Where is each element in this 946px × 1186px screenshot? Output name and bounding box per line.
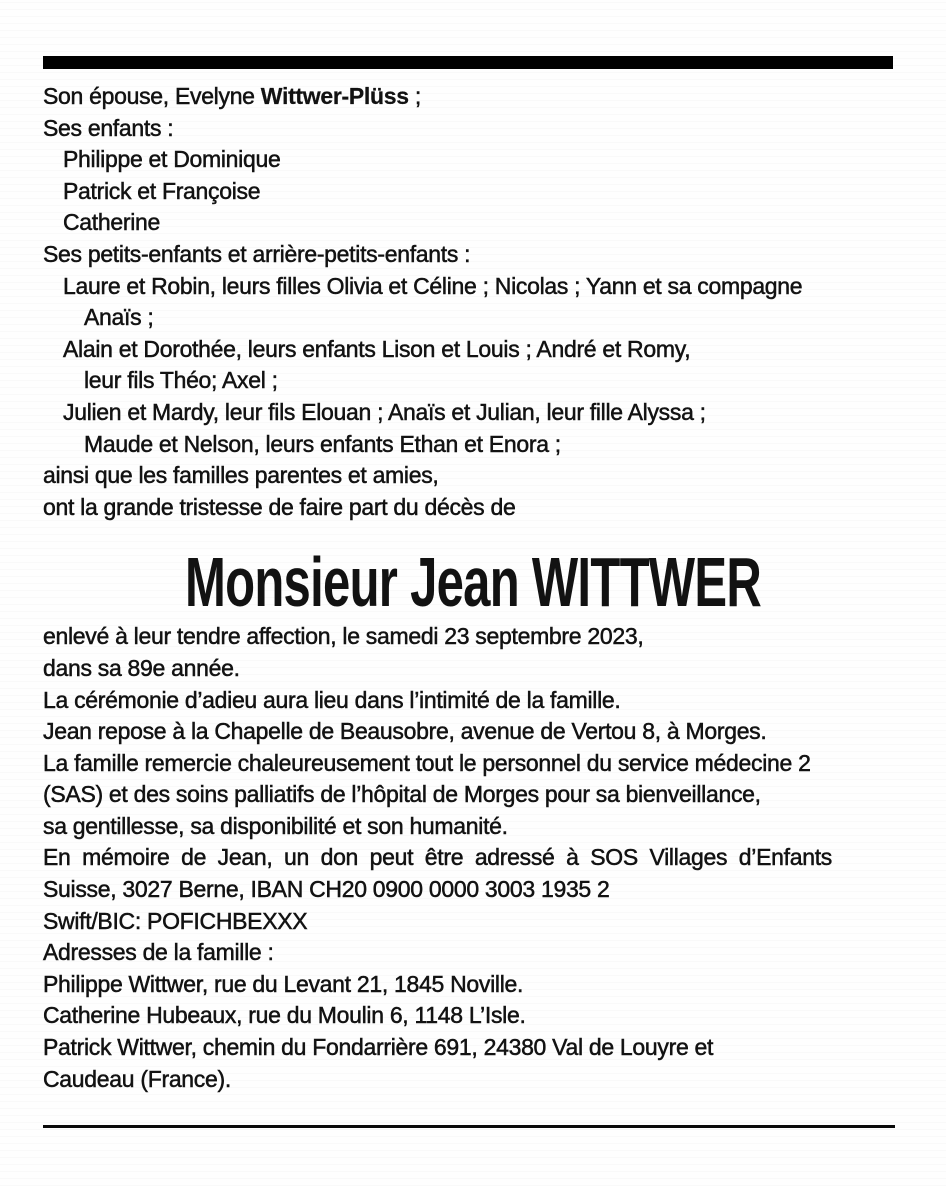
notice-line: Ses enfants : — [43, 114, 174, 141]
notice-line: Laure et Robin, leurs filles Olivia et Céline ; Nicolas ; Yann et sa compagne — [63, 272, 803, 299]
intro-line — [43, 81, 903, 113]
notice-line: La cérémonie d’adieu aura lieu dans l’intimité de la famille. — [43, 686, 621, 713]
notice-line: En mémoire de Jean, un don peut être adressé à SOS Villages d’Enfants — [43, 844, 832, 871]
notice-line: Maude et Nelson, leurs enfants Ethan et Enora ; — [84, 430, 561, 457]
notice-line: Adresses de la famille : — [43, 939, 274, 966]
notice-line: Anaïs ; — [84, 304, 154, 331]
bottom-divider-rule — [43, 1125, 895, 1128]
intro-suffix: ; — [408, 83, 421, 109]
notice-line: Jean repose à la Chapelle de Beausobre, avenue de Vertou 8, à Morges. — [43, 718, 767, 745]
notice-line: leur fils Théo; Axel ; — [84, 367, 278, 394]
notice-line: Philippe Wittwer, rue du Levant 21, 1845 Noville. — [43, 970, 524, 997]
notice-line: Caudeau (France). — [43, 1065, 231, 1092]
notice-line: Swift/BIC: POFICHBEXXX — [43, 907, 308, 934]
spouse-name: Wittwer-Plüss — [260, 83, 409, 109]
notice-line: Catherine Hubeaux, rue du Moulin 6, 1148 L’Isle. — [43, 1002, 526, 1029]
top-black-bar — [43, 56, 893, 69]
notice-line: Julien et Mardy, leur fils Elouan ; Anaïs et Julian, leur fille Alyssa ; — [63, 398, 706, 425]
notice-line: Patrick Wittwer, chemin du Fondarrière 691, 24380 Val de Louyre et — [43, 1034, 714, 1061]
notice-text-block — [43, 81, 903, 1095]
notice-line: ont la grande tristesse de faire part du décès de — [43, 493, 516, 520]
notice-line: ainsi que les familles parentes et amies, — [43, 462, 439, 489]
notice-line: (SAS) et des soins palliatifs de l’hôpital de Morges pour sa bienveillance, — [43, 781, 761, 808]
notice-line: dans sa 89e année. — [43, 654, 240, 681]
intro-prefix: Son épouse, Evelyne — [43, 83, 261, 109]
notice-line: Ses petits-enfants et arrière-petits-enfants : — [43, 240, 471, 267]
notice-line: La famille remercie chaleureusement tout le personnel du service médecine 2 — [43, 749, 811, 776]
deceased-name-headline: Monsieur Jean WITTWER — [184, 543, 762, 622]
notice-line: Philippe et Dominique — [63, 146, 281, 173]
notice-line: Suisse, 3027 Berne, IBAN CH20 0900 0000 3003 1935 2 — [43, 876, 610, 903]
notice-line: Patrick et Françoise — [63, 177, 261, 204]
notice-line: sa gentillesse, sa disponibilité et son humanité. — [43, 812, 508, 839]
notice-line: enlevé à leur tendre affection, le samedi 23 septembre 2023, — [43, 623, 644, 650]
notice-line: Alain et Dorothée, leurs enfants Lison et Louis ; André et Romy, — [63, 335, 691, 362]
notice-line: Catherine — [63, 209, 161, 236]
